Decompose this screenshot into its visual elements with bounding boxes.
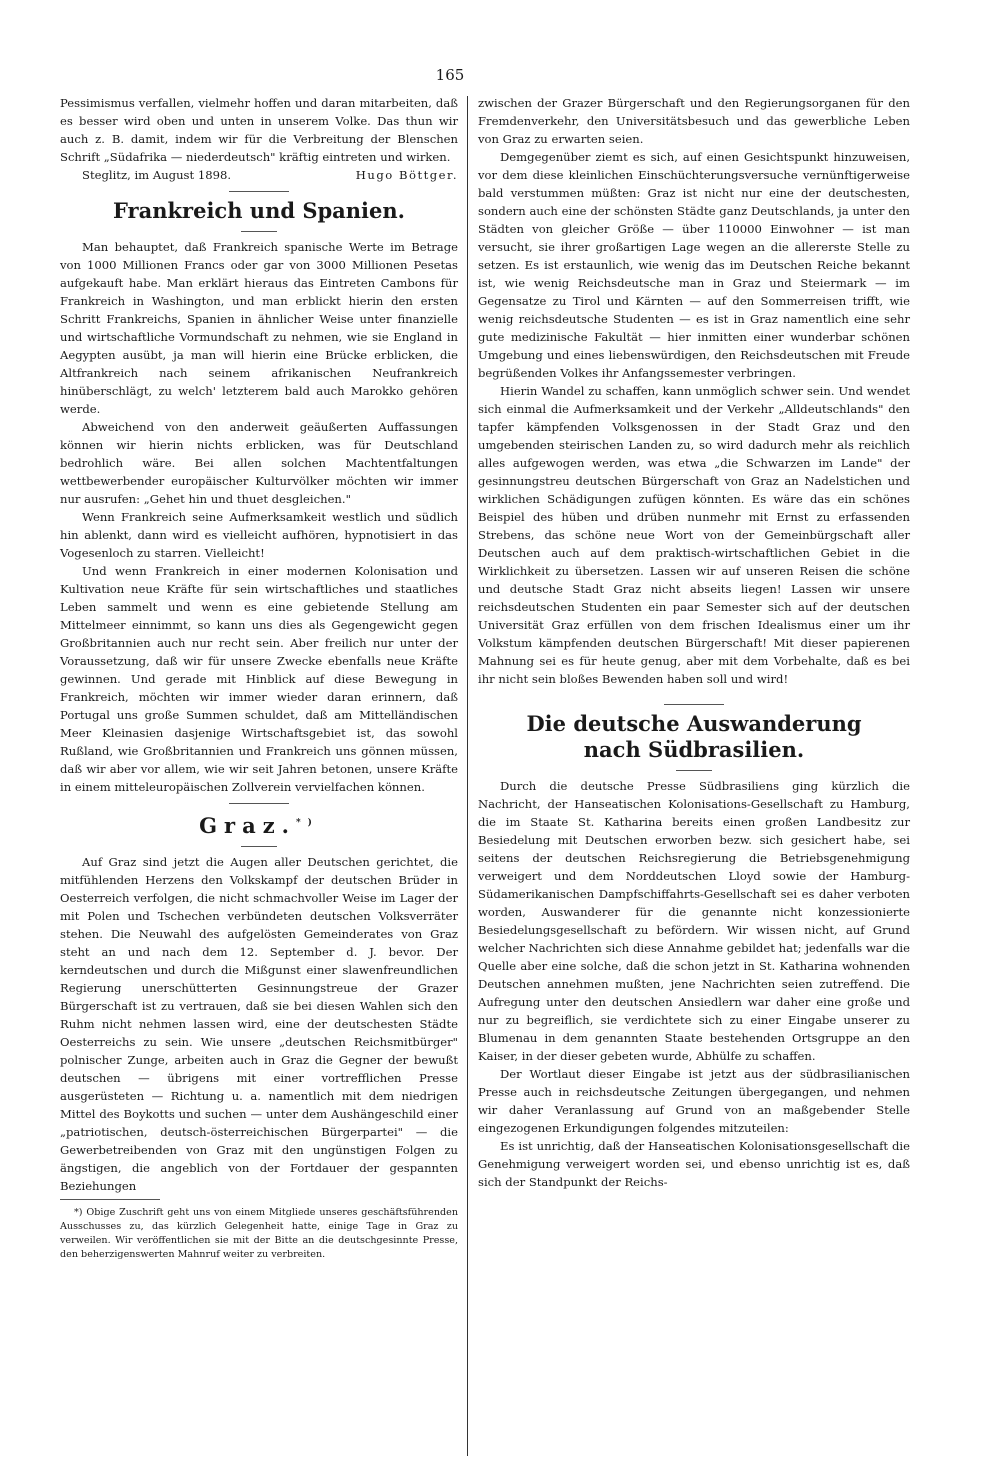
- paragraph: Wenn Frankreich seine Aufmerksamkeit westlich und südlich hin ablenkt, dann wird es vielleicht aufhören, hypnotisiert in das Vogesenloch zu starren. Vielleicht!: [60, 510, 458, 560]
- separator: [229, 191, 289, 192]
- signature-place-date: Steglitz, im August 1898.: [82, 168, 232, 182]
- separator: [664, 704, 724, 705]
- article-heading: Frankreich und Spanien.: [113, 198, 405, 223]
- heading-line: Die deutsche Auswanderung: [526, 711, 862, 736]
- right-column: [478, 94, 910, 1191]
- footnote-marker: *): [295, 818, 319, 828]
- paragraph: Und wenn Frankreich in einer modernen Kolonisation und Kultivation neue Kräfte für sein wirtschaftliches und staatliches Leben sammelt und wenn es eine gebietende Stellung am Mittelmeer einnimmt, so kann uns dies als Gegengewicht gegen Großbritannien auch nur recht sein. Aber freilich nur unter der Voraussetzung, daß wir für unsere Zwecke ebenfalls neue Kräfte gewinnen. Und gerade mit Hinblick auf diese Bewegung in Frankreich, möchten wir immer wieder daran erinnern, daß Portugal uns große Summen schuldet, daß am Mittelländischen Meer Kleinasien dasjenige Wirtschaftsgebiet ist, das sowohl Rußland, wie Großbritannien und Frankreich uns gönnen müssen, daß wir aber vor allem, wie wir seit Jahren betonen, unsere Kräfte in einem mitteleuropäischen Zollverein vervielfachen können.: [60, 564, 458, 794]
- paragraph: zwischen der Grazer Bürgerschaft und den Regierungsorganen für den Fremdenverkehr, den Universitätsbesuch und das gewerbliche Leben von Graz zu erwarten seien.: [478, 96, 910, 146]
- separator: [676, 770, 712, 771]
- heading-text: Graz.: [199, 813, 296, 838]
- article-heading: [60, 810, 458, 839]
- column-divider: [467, 96, 468, 1456]
- paragraph: Durch die deutsche Presse Südbrasiliens ging kürzlich die Nachricht, der Hanseatischen Kolonisations-Gesellschaft zu Hamburg, die im Staate St. Katharina bereits einen großen Landbesitz zur Besiedelung mit Deutschen erworben bezw. sich gesichert habe, sei seitens der deutschen Reichsregierung die Betriebsgenehmigung verweigert und dem Norddeutschen Lloyd sowie der Hamburg-Südamerikanischen Dampfschiffahrts-Gesellschaft sei es daher verboten worden, Auswanderer für die genannte nicht konzessionierte Besiedelungsgesellschaft zu befördern. Wir wissen nicht, auf Grund welcher Nachrichten sich diese Annahme gebildet hat; jedenfalls war die Quelle aber eine solche, daß die schon jetzt in St. Katharina wohnenden Deutschen annehmen mußten, jene Nachrichten seien zutreffend. Die Aufregung unter den deutschen Ansiedlern war daher eine große und nur zu begreiflich, sie verdichtete sich zu einer Eingabe unserer zu Blumenau in dem genannten Staate bestehenden Ortsgruppe an den Kaiser, in der dieser gebeten wurde, Abhülfe zu schaffen.: [478, 779, 910, 1063]
- article-heading: [478, 711, 910, 763]
- separator: [241, 846, 277, 847]
- left-column: [60, 94, 458, 1262]
- paragraph: Demgegenüber ziemt es sich, auf einen Gesichtspunkt hinzuweisen, vor dem diese kleinlichen Einschüchterungsversuche vernünftigerweise bald verstummen müßten: Graz ist nicht nur eine der deutschesten, sondern auch eine der schönsten Städte ganz Deutschlands, ja unter den Städten von gleicher Größe — über 110000 Einwohner — ist man versucht, sie ihrer großartigen Lage wegen an die allererste Stelle zu setzen. Es ist erstaunlich, wie wenig das im Deutschen Reiche bekannt ist, wie wenig Reichsdeutsche man in Graz und Steiermark — im Gegensatze zu Tirol und Kärnten — auf den Sommerreisen trifft, wie wenig reichsdeutsche Studenten — es ist in Graz namentlich eine sehr gute medizinische Fakultät — hier inmitten einer wunderbar schönen Umgebung und eines liebenswürdigen, den Reichsdeutschen mit Freude begrüßenden Volkes ihr Anfangssemester verbringen.: [478, 150, 910, 380]
- footnote-rule: [60, 1199, 160, 1200]
- paragraph: Auf Graz sind jetzt die Augen aller Deutschen gerichtet, die mitfühlenden Herzens den Volkskampf der deutschen Brüder in Oesterreich verfolgen, die nicht schmachvoller Weise im Lager der mit Polen und Tschechen verbündeten deutschen Volksverräter stehen. Die Neuwahl des aufgelösten Gemeinderates von Graz steht an und nach dem 12. September d. J. bevor. Der kerndeutschen und durch die Mißgunst einer slawenfreundlichen Regierung unerschütterten Gesinnungstreue der Grazer Bürgerschaft ist zu vertrauen, daß sie bei diesen Wahlen sich den Ruhm nicht nehmen lassen wird, eine der deutschesten Städte Oesterreichs zu sein. Wie unsere „deutschen Reichsmitbürger" polnischer Zunge, arbeiten auch in Graz die Gegner der bewußt deutschen — übrigens mit einer vortrefflichen Presse ausgerüsteten — Richtung u. a. namentlich mit dem niedrigen Mittel des Boykotts und suchen — unter dem Aushängeschild einer „patriotischen, deutsch-österreichischen Bürgerpartei" — die Gewerbetreibenden von Graz mit den ungünstigen Folgen zu ängstigen, die angeblich von der Fortdauer der gespannten Beziehungen: [60, 855, 458, 1193]
- heading-line: nach Südbrasilien.: [583, 737, 805, 762]
- separator: [241, 231, 277, 232]
- paragraph: Abweichend von den anderweit geäußerten Auffassungen können wir hierin nichts erblicken, was für Deutschland bedrohlich wäre. Bei allen solchen Machtentfaltungen wettbewerbender europäischer Kulturvölker möchten wir immer nur ausrufen: „Gehet hin und thuet desgleichen.": [60, 420, 458, 506]
- paragraph: Pessimismus verfallen, vielmehr hoffen und daran mitarbeiten, daß es besser wird oben und unten in unserem Volke. Das thun wir auch z. B. damit, indem wir für die Verbreitung der Blenschen Schrift „Südafrika — niederdeutsch" kräftig eintreten und wirken.: [60, 96, 458, 164]
- signature-name: Hugo Böttger.: [355, 168, 458, 182]
- signature-line: [60, 166, 458, 184]
- footnote: *) Obige Zuschrift geht uns von einem Mitgliede unseres geschäftsführenden Ausschusses zu, das kürzlich Gelegenheit hatte, einige Tage in Graz zu verweilen. Wir veröffentlichen sie mit der Bitte an die deutschgesinnte Presse, den beherzigenswerten Mahnruf weiter zu verbreiten.: [60, 1207, 458, 1260]
- page-number: 165: [435, 66, 465, 84]
- paragraph: Man behauptet, daß Frankreich spanische Werte im Betrage von 1000 Millionen Francs oder gar von 3000 Millionen Pesetas aufgekauft habe. Man erklärt hieraus das Eintreten Cambons für Frankreich in Washington, und man erblickt hierin den ersten Schritt Frankreichs, Spanien in ähnlicher Weise unter finanzielle und wirtschaftliche Vormundschaft zu nehmen, wie sie England in Aegypten ausübt, ja man will hierin eine Brücke erblicken, die Altfrankreich nach seinem afrikanischen Neufrankreich hinüberschlägt, zu welch' letzterem bald auch Marokko gehören werde.: [60, 240, 458, 416]
- paragraph: Es ist unrichtig, daß der Hanseatischen Kolonisationsgesellschaft die Genehmigung verweigert worden sei, und ebenso unrichtig ist es, daß sich der Standpunkt der Reichs-: [478, 1139, 910, 1189]
- paragraph: Hierin Wandel zu schaffen, kann unmöglich schwer sein. Und wendet sich einmal die Aufmerksamkeit und der Verkehr „Alldeutschlands" den tapfer kämpfenden Volksgenossen in der Stadt Graz und den umgebenden steirischen Landen zu, so wird dadurch mehr als reichlich alles aufgewogen werden, was etwa „die Schwarzen im Lande" der gesinnungstreu deutschen Bürgerschaft von Graz an Nadelstichen und wirklichen Schädigungen zufügen könnten. Es wäre das ein schönes Beispiel des hüben und drüben nunmehr mit Ernst zu erfassenden Strebens, das schöne neue Wort von der Gemeinbürgschaft aller Deutschen auch auf dem praktisch-wirtschaftlichen Gebiet in die Wirklichkeit zu übersetzen. Lassen wir auf unseren Reisen die schöne und deutsche Stadt Graz nicht abseits liegen! Lassen wir unsere reichsdeutschen Studenten ein paar Semester sich auf der deutschen Universität Graz erfüllen von dem frischen Idealismus einer um ihr Volkstum kämpfenden deutschen Bürgerschaft! Mit dieser papierenen Mahnung sei es für heute genug, aber mit dem Vorbehalte, daß es bei ihr nicht sein bloßes Bewenden haben soll und wird!: [478, 384, 910, 686]
- paragraph: Der Wortlaut dieser Eingabe ist jetzt aus der südbrasilianischen Presse auch in reichsdeutsche Zeitungen übergegangen, und nehmen wir daher Veranlassung auf Grund von an maßgebender Stelle eingezogenen Erkundigungen folgendes mitzuteilen:: [478, 1067, 910, 1135]
- separator: [229, 803, 289, 804]
